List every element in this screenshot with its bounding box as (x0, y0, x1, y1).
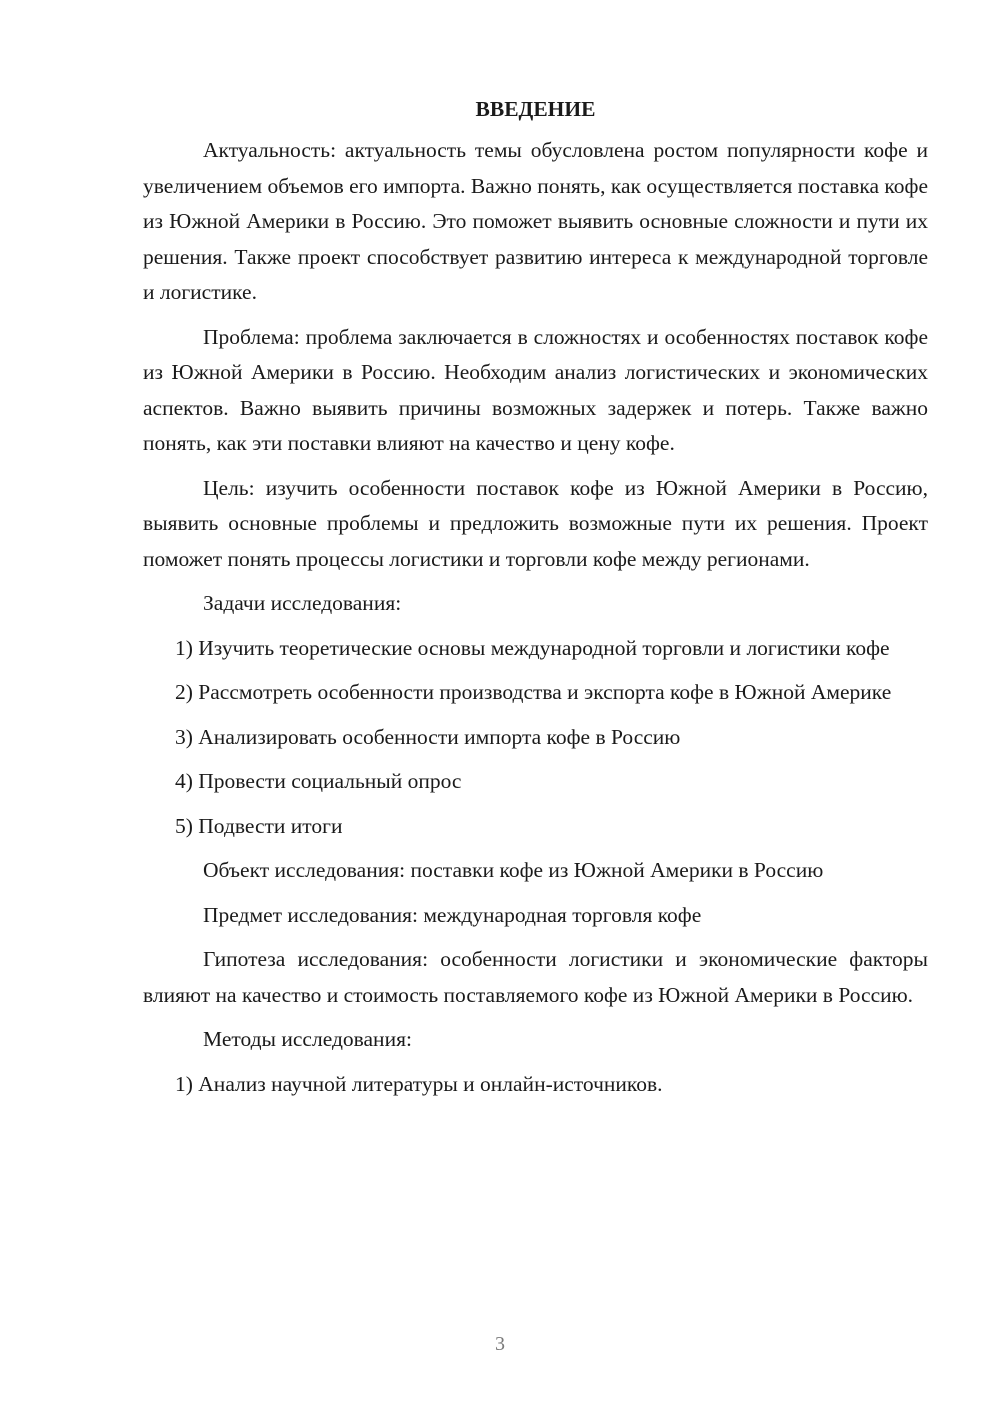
task-item-4: 4) Провести социальный опрос (175, 769, 462, 793)
task-item-5: 5) Подвести итоги (175, 813, 343, 838)
paragraph-relevance: Актуальность: актуальность темы обусловлена ростом популярности кофе и увеличением объемов его импорта. Важно понять, как осуществляется поставка кофе из Южной Америки в Россию. Это поможет выявить основные сложности и пути их решения. Также проект способствует развитию интереса к международной торговле и логистике. (143, 138, 928, 304)
research-subject: Предмет исследования: международная торговля кофе (203, 902, 702, 927)
page-title: ВВЕДЕНИЕ (475, 97, 596, 121)
task-item-2: 2) Рассмотреть особенности производства и экспорта кофе в Южной Америке (175, 680, 892, 704)
research-object: Объект исследования: поставки кофе из Южной Америки в Россию (203, 858, 824, 882)
task-item-1: 1) Изучить теоретические основы международной торговли и логистики кофе (175, 635, 890, 660)
document-page (143, 92, 928, 1111)
paragraph-goal: Цель: изучить особенности поставок кофе из Южной Америки в Россию, выявить основные проблемы и предложить возможные пути их решения. Проект поможет понять процессы логистики и торговли кофе между регионами. (143, 475, 928, 571)
paragraph-problem: Проблема: проблема заключается в сложностях и особенностях поставок кофе из Южной Америки в Россию. Необходим анализ логистических и экономических аспектов. Важно выявить причины возможных задержек и потерь. Также важно понять, как эти поставки влияют на качество и цену кофе. (143, 324, 928, 455)
task-item-3: 3) Анализировать особенности импорта кофе в Россию (175, 724, 681, 749)
tasks-heading: Задачи исследования: (203, 591, 402, 615)
research-hypothesis: Гипотеза исследования: особенности логистики и экономические факторы влияют на качество и стоимость поставляемого кофе из Южной Америки в Россию. (143, 947, 928, 1007)
page-number: 3 (495, 1333, 505, 1355)
method-item-1: 1) Анализ научной литературы и онлайн-источников. (175, 1071, 663, 1096)
methods-heading: Методы исследования: (203, 1027, 412, 1051)
